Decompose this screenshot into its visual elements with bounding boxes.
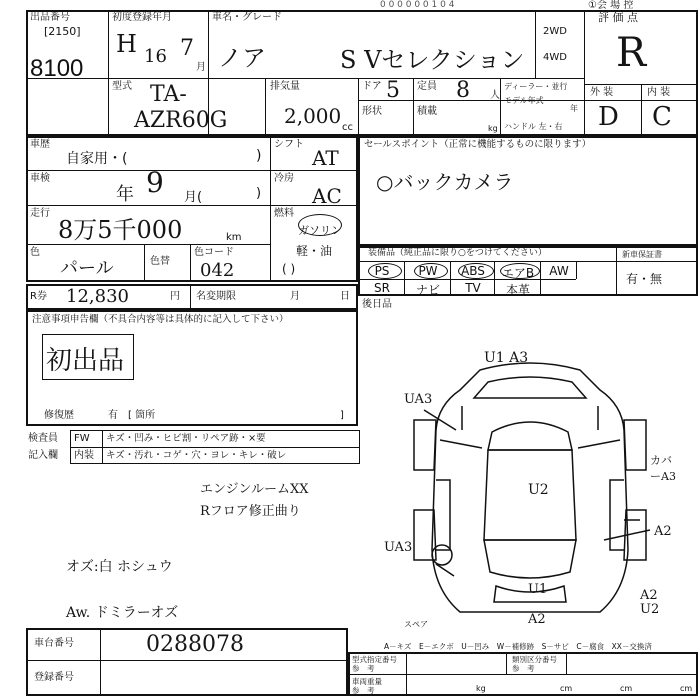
handle-label: ハンドル 左・右 (504, 122, 563, 131)
history-value: 自家用・( (66, 151, 128, 167)
mark-right-panel: A2 (654, 524, 672, 539)
chassis-label: 車台番号 (34, 638, 74, 649)
type-designation-label: 型式指定番号 (352, 655, 397, 664)
score-label: 評 価 点 (598, 11, 638, 24)
doors-value: 5 (386, 78, 400, 103)
recycle-label: R券 (30, 291, 47, 302)
color-change-label: 色替 (150, 256, 170, 267)
inspector-label: 検査員 (28, 433, 58, 444)
model-prefix: TA- (150, 82, 187, 107)
notes-header: 注意事項申告欄（不具合内容等は具体的に記入して下さい） (32, 314, 289, 325)
name-change-label: 名変期限 (196, 291, 236, 302)
note-engine-room: エンジンルームXX (200, 482, 309, 497)
interior-defect-items: キズ・汚れ・コゲ・穴・ヨレ・キレ・破レ (106, 450, 287, 461)
copy-label: ①会 場 控 (588, 0, 634, 11)
month-unit: 月 (196, 62, 206, 73)
ac-label: 冷房 (274, 173, 294, 184)
exterior-defect-items: キズ・凹み・ヒビ割・リペア跡・×要 (106, 433, 266, 444)
car-name: ノア (218, 44, 266, 72)
note-field-label: 記入欄 (28, 450, 58, 461)
sales-point-header: セールスポイント（正常に機能するものに限ります） (364, 139, 592, 150)
damage-legend: A－キズ E－エクボ U－凹み W－補修跡 S－サビ C－腐食 XX－交換済 (384, 642, 652, 651)
note-mirror: Aw. ドミラーオズ (66, 605, 179, 621)
next-day-items-label: 後日品 (362, 299, 392, 310)
equip-airbag: エアB (501, 266, 535, 280)
color-label: 色 (30, 247, 40, 258)
grade: S Vセレクション (340, 46, 525, 74)
mark-roof: U2 (528, 482, 549, 498)
mark-hood: U1 A3 (484, 350, 529, 366)
repair-history-value: 有 [ 箇所 (108, 410, 156, 421)
equip-leather: 本革 (505, 283, 530, 297)
color-value: パール (60, 258, 114, 279)
equipment-header: 装備品（純正品に限り○をつけてください） (368, 248, 547, 258)
shift-value: AT (312, 146, 339, 170)
color-code: 042 (200, 260, 235, 281)
mark-front-fender: UA3 (404, 392, 433, 407)
warranty-value: 有・無 (626, 272, 663, 286)
doors-label: ドア (362, 81, 382, 92)
category-label: 類別区分番号 (512, 655, 557, 664)
interior-grade: C (652, 102, 672, 132)
mark-rear-center: U1 (528, 582, 548, 597)
shape-label: 形状 (362, 106, 382, 117)
equip-ps: PS (374, 264, 390, 278)
color-code-label: 色コード (194, 247, 234, 258)
equip-tv: TV (465, 281, 481, 295)
mark-side-cover: カバーA3 (650, 454, 676, 483)
lot-number: 8100 (30, 55, 84, 82)
note-floor-repair: Rフロア修正曲り (200, 504, 301, 519)
ac-value: AC (312, 184, 342, 208)
interior-tag: 内装 (74, 450, 94, 461)
fuel-label: 燃料 (274, 208, 294, 219)
exterior-grade: D (598, 102, 619, 132)
displacement-value: 2,000 (284, 104, 342, 128)
repair-history-label: 修復歴 (44, 410, 74, 421)
model-year-unit: 年 (570, 104, 578, 113)
drive-2wd: 2WD (543, 26, 567, 37)
registration-month: 7 (180, 36, 194, 61)
mark-rear-right-1: A2 (640, 588, 658, 603)
note-scratch-repair: オズ:白 ホシュウ (66, 559, 173, 575)
equip-navi: ナビ (415, 283, 440, 297)
lot-code: [2150] (44, 25, 81, 38)
interior-label: 内 装 (647, 87, 671, 98)
exterior-label: 外 装 (590, 87, 614, 98)
vehicle-weight-label: 車両重量 (352, 677, 382, 686)
capacity-value: 8 (456, 78, 470, 103)
shift-label: シフト (274, 139, 304, 150)
evaluation-score: R (616, 30, 647, 76)
capacity-unit: 人 (490, 90, 500, 101)
exterior-tag: FW (74, 433, 90, 444)
lot-number-label: 出品番号 (30, 12, 70, 23)
registration-year: 16 (144, 46, 167, 67)
displacement-unit: cc (342, 122, 353, 133)
mileage-value: 8万5千000 (58, 216, 183, 244)
registration-era: H (116, 30, 137, 58)
fuel-gasoline: ガソリン (298, 224, 342, 237)
first-listing-note: 初出品 (46, 346, 125, 376)
equip-sr: SR (374, 281, 390, 295)
mileage-unit: km (226, 232, 242, 243)
recycle-amount: 12,830 (66, 286, 129, 307)
displacement-label: 排気量 (270, 81, 300, 92)
load-label: 積載 (417, 106, 437, 117)
registration-number-label: 登録番号 (34, 672, 74, 683)
inspection-year-mark: 年 (116, 184, 134, 205)
drive-4wd: 4WD (543, 52, 567, 63)
model-year-label: モデル年式 (504, 96, 544, 105)
equip-abs: ABS (461, 264, 485, 278)
fuel-diesel: 軽・油 (296, 244, 333, 258)
mark-rear: A2 (528, 612, 546, 627)
car-name-label: 車名・グレード (212, 12, 282, 23)
mileage-label: 走行 (30, 208, 50, 219)
dealer-label: ディーラー・並行 (504, 82, 568, 91)
model-label: 型式 (112, 81, 132, 92)
capacity-label: 定員 (417, 81, 437, 92)
chassis-number: 0288078 (146, 632, 244, 657)
inspection-label: 車検 (30, 173, 50, 184)
load-unit: kg (488, 124, 498, 133)
model-code: AZR60G (134, 108, 228, 133)
spare-label: スペア (404, 620, 428, 629)
history-label: 車歴 (30, 139, 50, 150)
top-number-fragment: 0 0 0 0 0 0 1 0 4 (380, 0, 455, 10)
equip-aw: AW (549, 264, 569, 278)
warranty-label: 新車保証書 (622, 250, 662, 259)
equip-pw: PW (418, 264, 438, 278)
first-registration-label: 初度登録年月 (112, 12, 172, 23)
mark-left-door: UA3 (384, 540, 413, 555)
sales-point-1: ○バックカメラ (376, 170, 514, 194)
mark-rear-right-2: U2 (640, 602, 660, 617)
inspection-month: 9 (146, 166, 164, 199)
